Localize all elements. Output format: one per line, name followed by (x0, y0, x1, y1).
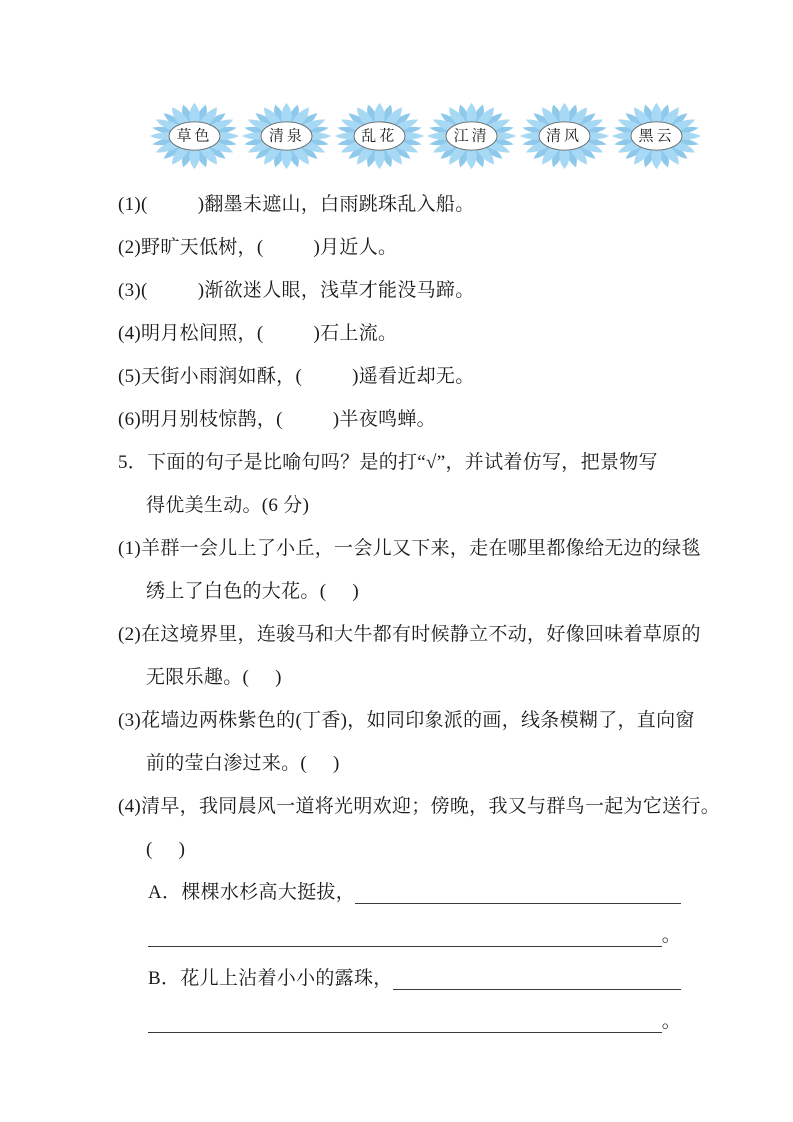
word-bank (149, 96, 702, 176)
poem-text: )半夜鸣蝉。 (332, 409, 436, 430)
poem-line-1 (118, 183, 681, 226)
poem-text: )石上流。 (313, 323, 398, 344)
q5-item4-line2 (118, 828, 681, 871)
poem-text: (5)天街小雨润如酥，( (118, 366, 303, 387)
poem-line-3 (118, 269, 681, 312)
poem-line-6 (118, 398, 681, 441)
badge-label: 清风 (546, 128, 583, 145)
sentence-text: 无限乐趣。( (146, 667, 250, 688)
write-line (148, 1000, 662, 1033)
badge-label: 江清 (453, 128, 490, 145)
q5-item3-line1: (3)花墙边两株紫色的(丁香)，如同印象派的画，线条模糊了，直向窗 (118, 710, 695, 731)
poem-text: (3)( (118, 280, 148, 301)
question5-stem-line1: 5．下面的句子是比喻句吗？是的打“√”，并试着仿写，把景物写 (118, 452, 658, 473)
rewrite-item-b-cont (118, 1000, 681, 1043)
word-bank-badge (519, 96, 610, 176)
rewrite-item-a (118, 871, 681, 914)
badge-label: 清泉 (268, 128, 305, 145)
q5-item3-line2 (118, 742, 681, 785)
poem-line-5 (118, 355, 681, 398)
word-bank-badge (149, 96, 240, 176)
write-line (355, 871, 681, 904)
poem-text: (4)明月松间照，( (118, 323, 264, 344)
word-bank-badge (241, 96, 332, 176)
sentence-text: ) (333, 753, 340, 774)
sentence-end: 。 (661, 925, 681, 946)
poem-text: (2)野旷天低树，( (118, 237, 264, 258)
word-bank-badge (334, 96, 425, 176)
poem-text: (1)( (118, 194, 148, 215)
poem-text: )翻墨未遮山，白雨跳珠乱入船。 (197, 194, 475, 215)
badge-label: 草色 (176, 128, 213, 145)
q5-item1-line1: (1)羊群一会儿上了小丘，一会儿又下来，走在哪里都像给无边的绿毯 (118, 538, 701, 559)
rewrite-label: B．花儿上沾着小小的露珠， (148, 968, 393, 989)
poem-text: (6)明月别枝惊鹊，( (118, 409, 283, 430)
rewrite-item-b (118, 957, 681, 1000)
word-bank-badge (611, 96, 702, 176)
q5-item2-line1: (2)在这境界里，连骏马和大牛都有时候静立不动，好像回味着草原的 (118, 624, 701, 645)
poem-text: )遥看近却无。 (352, 366, 475, 387)
poem-text: )月近人。 (313, 237, 398, 258)
rewrite-item-a-cont (118, 914, 681, 957)
sentence-text: ) (275, 667, 282, 688)
question5-stem-line2: 得优美生动。(6 分) (146, 495, 310, 516)
sentence-text: 前的莹白渗过来。( (146, 753, 308, 774)
q5-item4-line1: (4)清早，我同晨风一道将光明欢迎；傍晚，我又与群鸟一起为它送行。 (118, 796, 721, 817)
worksheet-body (118, 183, 721, 1043)
poem-text: )渐欲迷人眼，浅草才能没马蹄。 (197, 280, 475, 301)
write-line (148, 914, 662, 947)
poem-line-4 (118, 312, 681, 355)
sentence-text: 绣上了白色的大花。( (146, 581, 327, 602)
badge-label: 乱花 (361, 128, 398, 145)
write-line (393, 957, 681, 990)
sentence-end: 。 (661, 1011, 681, 1032)
sentence-text: ) (178, 839, 186, 860)
q5-item1-line2 (118, 570, 681, 613)
sentence-text: ( (146, 839, 153, 860)
q5-item2-line2 (118, 656, 681, 699)
sentence-text: ) (352, 581, 359, 602)
word-bank-badge (426, 96, 517, 176)
badge-label: 黑云 (638, 128, 675, 145)
rewrite-label: A．棵棵水杉高大挺拔， (148, 882, 356, 903)
poem-line-2 (118, 226, 681, 269)
